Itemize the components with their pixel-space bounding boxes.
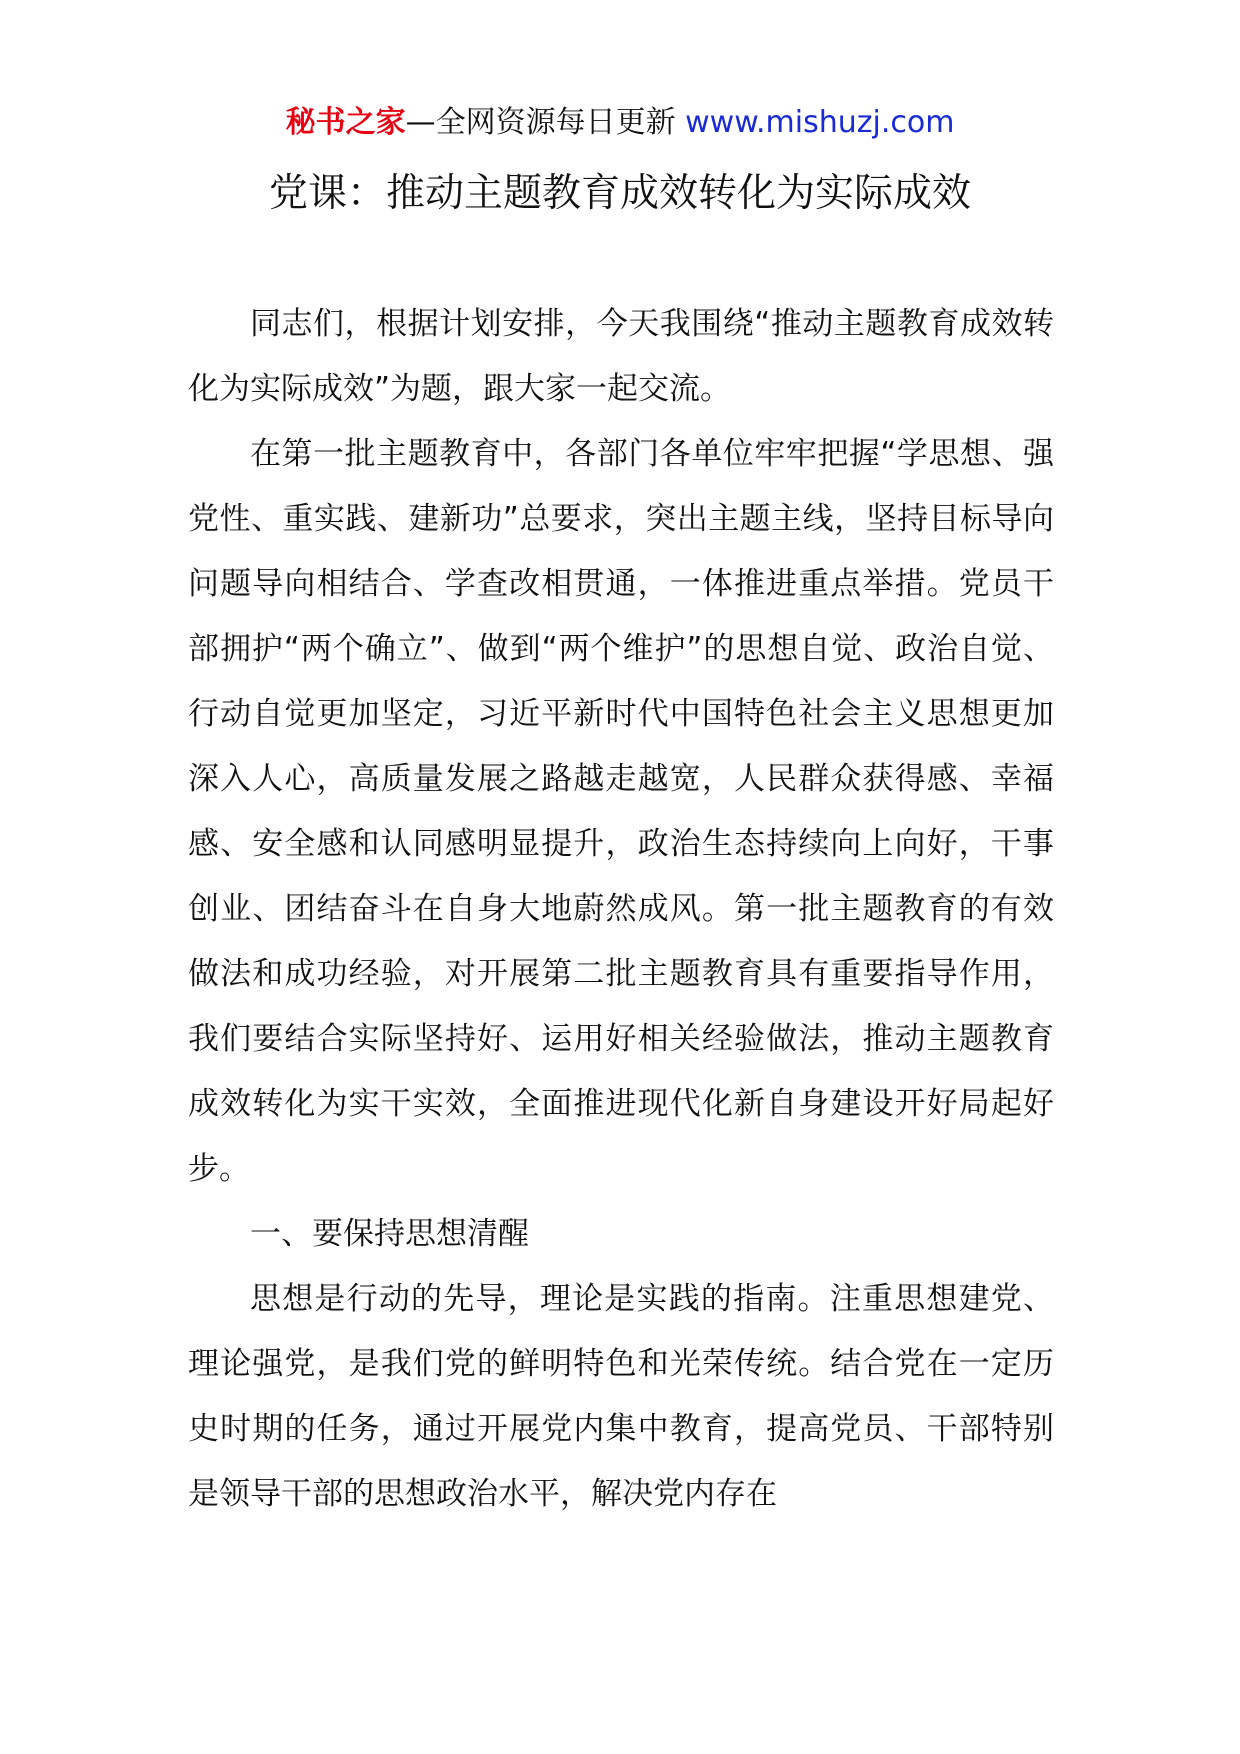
header-tagline: —全网资源每日更新 <box>405 105 686 140</box>
brand-name: 秘书之家 <box>285 105 406 140</box>
document-title: 党课：推动主题教育成效转化为实际成效 <box>268 171 971 216</box>
site-url-link[interactable]: www.mishuzj.com <box>685 105 955 140</box>
paragraph-intro: 同志们，根据计划安排，今天我围绕“推动主题教育成效转化为实际成效”为题，跟大家一起交流。 <box>188 306 1054 407</box>
paragraph-first-batch: 在第一批主题教育中，各部门各单位牢牢把握“学思想、强党性、重实践、建新功”总要求，突出主题主线，坚持目标导向问题导向相结合、学查改相贯通，一体推进重点举措。党员干部拥护“两个确立”、做到“两个维护”的思想自觉、政治自觉、行动自觉更加坚定，习近平新时代中国特色社会主义思想更加深入人心，高质量发展之路越走越宽，人民群众获得感、幸福感、安全感和认同感明显提升，政治生态持续向上向好，干事创业、团结奋斗在自身大地蔚然成风。第一批主题教育的有效做法和成功经验，对开展第二批主题教育具有重要指导作用，我们要结合实际坚持好、运用好相关经验做法，推动主题教育成效转化为实干实效，全面推进现代化新自身建设开好局起好步。 <box>188 436 1054 1187</box>
document-body <box>188 292 1054 1527</box>
site-header <box>0 100 1240 146</box>
section-heading-1: 一、要保持思想清醒 <box>250 1216 529 1252</box>
paragraph-section-1: 思想是行动的先导，理论是实践的指南。注重思想建党、理论强党，是我们党的鲜明特色和光荣传统。结合党在一定历史时期的任务，通过开展党内集中教育，提高党员、干部特别是领导干部的思想政治水平，解决党内存在 <box>188 1281 1054 1512</box>
